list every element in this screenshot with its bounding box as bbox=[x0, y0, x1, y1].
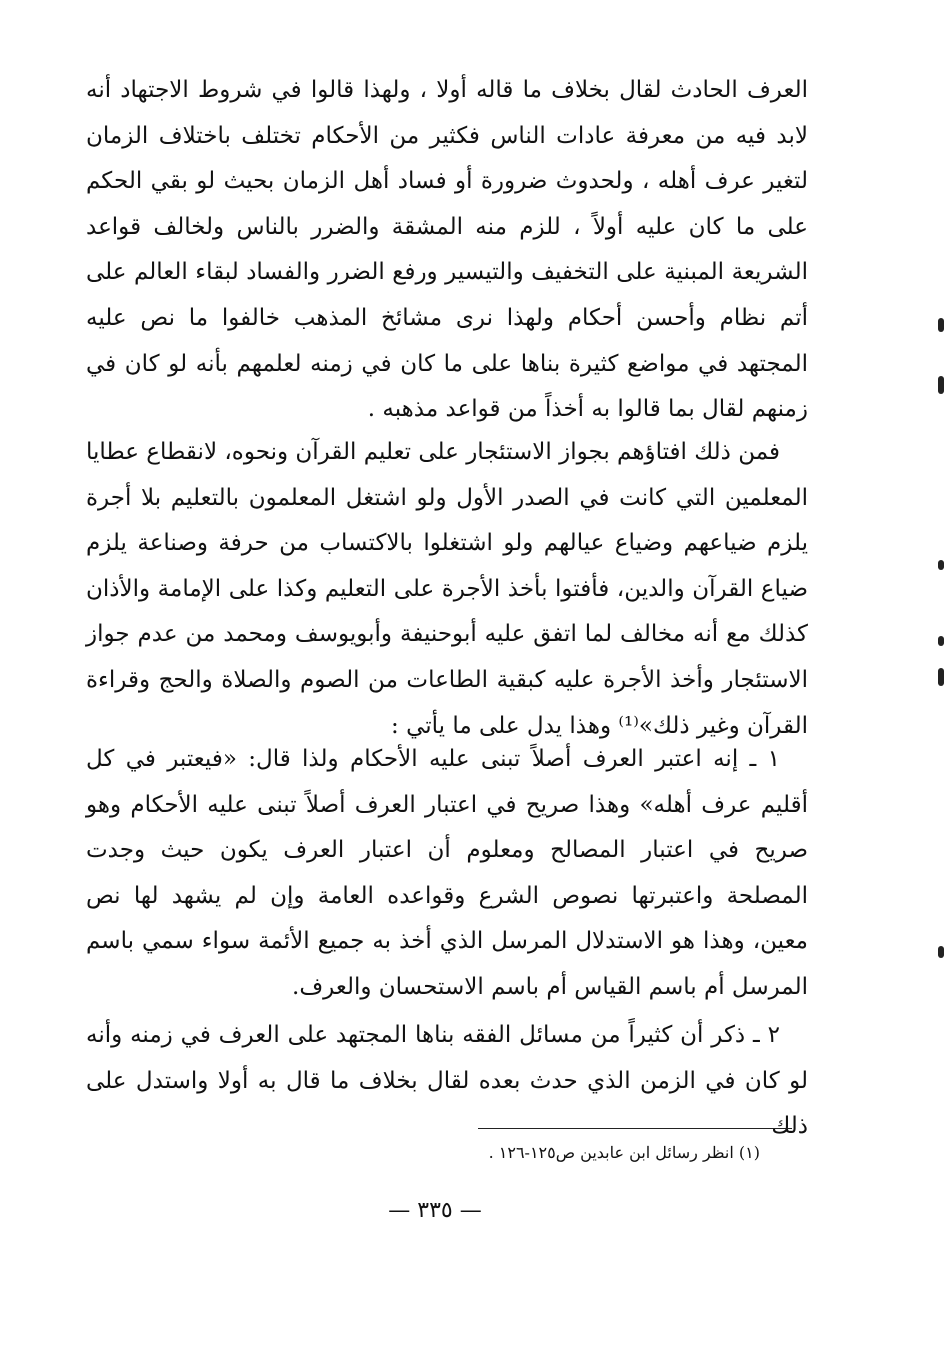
body-paragraph-1 bbox=[86, 68, 808, 433]
scan-edge-mark bbox=[938, 318, 944, 332]
scan-edge-mark bbox=[938, 376, 944, 394]
footnote-divider bbox=[478, 1128, 792, 1129]
scan-edge-mark bbox=[938, 668, 944, 686]
scan-edge-mark bbox=[938, 560, 944, 570]
paragraph-text: ٢ ـ ذكر أن كثيراً من مسائل الفقه بناها المجتهد على العرف في زمنه وأنه لو كان في الزمن الذي حدث بعده لقال بخلاف ما قال به أولا واستدل على ذلك bbox=[86, 1022, 808, 1140]
paragraph-text: العرف الحادث لقال بخلاف ما قاله أولا ، ولهذا قالوا في شروط الاجتهاد أنه لابد فيه من معرفة عادات الناس فكثير من الأحكام تختلف باختلاف الزمان لتغير عرف أهله ، ولحدوث ضرورة أو فساد أهل الزمان بحيث لو بقي الحكم على ما كان عليه أولاً ، للزم منه المشقة والضرر بالناس ولخالف قواعد الشريعة المبنية على التخفيف والتيسير ورفع الضرر والفساد لبقاء العالم على أتم نظام وأحسن أحكام ولهذا نرى مشائخ المذهب خالفوا ما نص عليه المجتهد في مواضع كثيرة بناها على ما كان في زمنه لعلمهم بأنه لو كان في زمنهم لقال بما قالوا به أخذاً من قواعد مذهبه . bbox=[86, 77, 808, 423]
footnote: (١) انظر رسائل ابن عابدين ص١٢٥-١٢٦ . bbox=[488, 1143, 760, 1162]
body-paragraph-3 bbox=[86, 737, 808, 1011]
body-paragraph-4 bbox=[86, 1013, 808, 1150]
body-paragraph-2 bbox=[86, 430, 808, 749]
scan-edge-mark bbox=[938, 946, 944, 958]
paragraph-text: فمن ذلك افتاؤهم بجواز الاستئجار على تعليم القرآن ونحوه، لانقطاع عطايا المعلمين التي كانت في الصدر الأول ولو اشتغل المعلمون بالتعليم بلا أجرة يلزم ضياعهم وضياع عيالهم ولو اشتغلوا بالاكتساب من حرفة وصناعة يلزم ضياع القرآن والدين، فأفتوا بأخذ الأجرة على التعليم وكذا على الإمامة والأذان كذلك مع أنه مخالف لما اتفق عليه أبوحنيفة وأبويوسف ومحمد من عدم جواز الاستئجار وأخذ الأجرة عليه كبقية الطاعات من الصوم والصلاة والحج وقراءة القرآن وغير ذلك»⁽¹⁾ وهذا يدل على ما يأتي : bbox=[85, 439, 808, 739]
page-number: — ٣٣٥ — bbox=[388, 1198, 482, 1223]
paragraph-text: ١ ـ إنه اعتبر العرف أصلاً تبنى عليه الأحكام ولذا قال: «فيعتبر في كل أقليم عرف أهله» وهذا صريح في اعتبار العرف أصلاً تبنى عليه الأحكام وهو صريح في اعتبار المصالح ومعلوم أن اعتبار العرف يكون حيث وجدت المصلحة واعتبرتها نصوص الشرع وقواعده العامة وإن لم يشهد لها نص معين، وهذا هو الاستدلال المرسل الذي أخذ به جميع الأئمة سواء سمي باسم المرسل أم باسم القياس أم باسم الاستحسان والعرف. bbox=[86, 746, 808, 1000]
scan-edge-mark bbox=[938, 636, 944, 646]
